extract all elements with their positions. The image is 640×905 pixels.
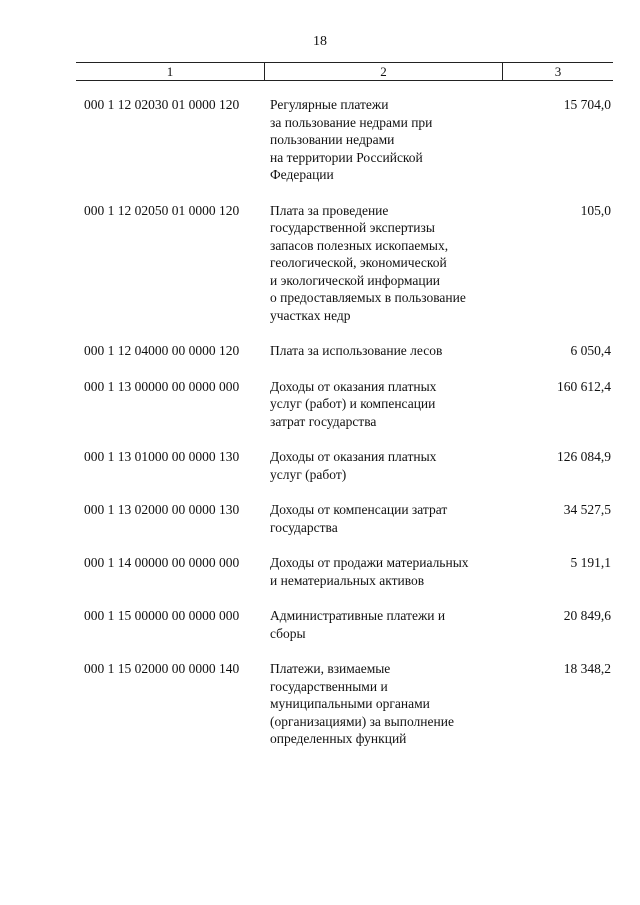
table-row bbox=[0, 96, 640, 184]
row-amount: 34 527,5 bbox=[563, 502, 611, 517]
row-description: Доходы от оказания платных услуг (работ) bbox=[270, 449, 437, 482]
column-header-description: 2 bbox=[265, 63, 503, 80]
row-code: 000 1 12 02030 01 0000 120 bbox=[84, 97, 240, 112]
row-code: 000 1 12 02050 01 0000 120 bbox=[84, 202, 240, 218]
row-code: 000 1 15 00000 00 0000 000 bbox=[84, 608, 240, 623]
table-body bbox=[0, 96, 640, 766]
row-description: Платежи, взимаемые государственными и муниципальными органами (организациями) за выполнение определенных функций bbox=[270, 661, 454, 746]
table-row bbox=[0, 501, 640, 536]
table-row bbox=[0, 660, 640, 748]
table-row bbox=[0, 554, 640, 589]
row-amount: 160 612,4 bbox=[557, 378, 611, 394]
row-code: 000 1 15 02000 00 0000 140 bbox=[84, 661, 240, 676]
row-code: 000 1 12 04000 00 0000 120 bbox=[84, 343, 240, 358]
table-header bbox=[76, 62, 613, 81]
row-description: Доходы от компенсации затрат государства bbox=[270, 502, 448, 535]
table-row bbox=[0, 342, 640, 360]
column-header-code: 1 bbox=[76, 63, 265, 80]
page-number: 18 bbox=[313, 34, 327, 49]
column-header-amount: 3 bbox=[554, 64, 562, 79]
row-description: Регулярные платежи за пользование недрами при пользовании недрами на территории Российской Федерации bbox=[270, 97, 433, 182]
row-code: 000 1 13 00000 00 0000 000 bbox=[84, 378, 240, 394]
row-amount: 15 704,0 bbox=[563, 97, 611, 112]
row-amount: 6 050,4 bbox=[570, 343, 611, 358]
row-amount: 105,0 bbox=[580, 202, 611, 218]
row-code: 000 1 14 00000 00 0000 000 bbox=[84, 555, 240, 570]
row-description: Плата за использование лесов bbox=[270, 343, 443, 358]
row-description: Плата за проведение государственной экспертизы запасов полезных ископаемых, геологической, экономической и экологической информации о предоставляемых в пользование участках недр bbox=[270, 202, 466, 323]
row-amount: 18 348,2 bbox=[563, 661, 611, 676]
row-description: Доходы от продажи материальных и нематериальных активов bbox=[270, 555, 469, 588]
table-row bbox=[0, 378, 640, 431]
row-amount: 20 849,6 bbox=[563, 608, 611, 623]
row-code: 000 1 13 02000 00 0000 130 bbox=[84, 502, 240, 517]
row-amount: 126 084,9 bbox=[557, 449, 611, 464]
row-description: Административные платежи и сборы bbox=[270, 608, 446, 641]
row-amount: 5 191,1 bbox=[570, 555, 611, 570]
table-row bbox=[0, 607, 640, 642]
table-row bbox=[0, 448, 640, 483]
row-code: 000 1 13 01000 00 0000 130 bbox=[84, 449, 240, 464]
table-row bbox=[0, 202, 640, 325]
row-description: Доходы от оказания платных услуг (работ) и компенсации затрат государства bbox=[270, 378, 437, 429]
